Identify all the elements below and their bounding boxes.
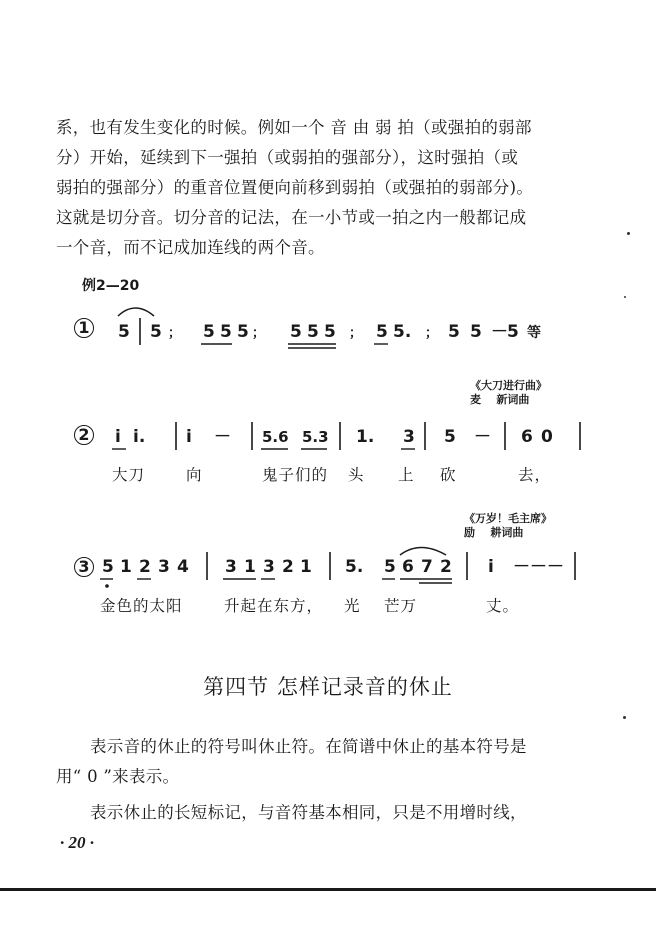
note: 5 <box>507 322 519 342</box>
lyric: 丈。 <box>486 597 520 615</box>
note: 2 <box>139 557 151 577</box>
dash: － <box>530 557 547 577</box>
note: 5 <box>448 322 460 342</box>
lyric: 金色的太阳 <box>100 597 183 615</box>
note: 5 <box>150 322 162 342</box>
note: 6 <box>402 557 414 577</box>
note: 2 <box>282 557 294 577</box>
credit-title: 《万岁！毛主席》 <box>464 512 552 525</box>
semicolon-mark: ； <box>425 326 439 341</box>
dash: － <box>513 557 530 577</box>
note: 5 <box>237 322 249 342</box>
note: 3 <box>263 557 275 577</box>
dash: － <box>214 427 231 447</box>
low-octave-dot <box>105 584 109 588</box>
note: 5 <box>470 322 482 342</box>
note: i <box>115 427 121 447</box>
note: 3 <box>158 557 170 577</box>
note: 3 <box>403 427 415 447</box>
note: 4 <box>177 557 189 577</box>
dash: － <box>547 557 564 577</box>
text-line: 这就是切分音。切分音的记法，在一小节或一拍之内一般都记成 <box>56 208 527 227</box>
text-line: 表示音的休止的符号叫休止符。在简谱中休止的基本符号是 <box>90 737 527 756</box>
semicolon-mark: ； <box>349 326 363 341</box>
lyric: 光 <box>344 597 361 615</box>
text-line: 用“ 0 ”来表示。 <box>56 767 180 786</box>
note: 3 <box>225 557 237 577</box>
note: 5 <box>118 322 130 342</box>
note: 5 <box>290 322 302 342</box>
lyric: 鬼子们的 <box>262 466 329 484</box>
note: 5 <box>384 557 396 577</box>
dash: － <box>491 322 508 342</box>
lyric: 砍 <box>440 466 457 484</box>
notation-row-1 <box>118 308 541 348</box>
note: 7 <box>421 557 433 577</box>
note: i <box>186 427 192 447</box>
dash: － <box>474 427 491 447</box>
note: 1. <box>356 427 375 447</box>
note: 5 <box>376 322 388 342</box>
example-label: 例2—20 <box>82 278 140 294</box>
lyric: 升起在东方， <box>224 597 324 615</box>
section-title: 第四节 怎样记录音的休止 <box>203 675 453 699</box>
lyric: 芒万 <box>384 597 418 615</box>
scan-speck <box>623 716 626 719</box>
page-number: · 20 · <box>60 833 94 852</box>
note: 0 <box>541 427 553 447</box>
tie-arc <box>118 308 154 316</box>
note: 5 <box>203 322 215 342</box>
note: 1 <box>300 557 312 577</box>
credit-title: 《大刀进行曲》 <box>470 379 547 392</box>
credit-author: 励 耕词曲 <box>464 526 524 539</box>
scan-speck <box>627 232 630 235</box>
note: i <box>488 557 494 577</box>
text-line: 一个音，而不记成加连线的两个音。 <box>56 238 325 257</box>
example-number-3: 3 <box>74 557 94 577</box>
note: 2 <box>440 557 452 577</box>
note: 1 <box>120 557 132 577</box>
credit-author: 麦 新词曲 <box>470 393 530 406</box>
note: 1 <box>244 557 256 577</box>
note: 5 <box>102 557 114 577</box>
text-line: 弱拍的强部分）的重音位置便向前移到弱拍（或强拍的弱部分)。 <box>56 178 534 197</box>
text-line: 表示休止的长短标记，与音符基本相同，只是不用增时线， <box>90 803 527 822</box>
lyric: 向 <box>186 466 203 484</box>
note: 5. <box>345 557 364 577</box>
note: 6 <box>521 427 533 447</box>
text-line: 系，也有发生变化的时候。例如一个 音 由 弱 拍（或强拍的弱部 <box>56 118 532 137</box>
lyric: 大刀 <box>112 466 146 484</box>
note: 5.6 <box>262 428 289 446</box>
text-line: 分）开始，延续到下一强拍（或弱拍的强部分），这时强拍（或 <box>56 148 519 167</box>
example-number-1: 1 <box>74 318 94 338</box>
slur-arc <box>400 548 446 556</box>
note: i. <box>133 427 146 447</box>
note: 5 <box>444 427 456 447</box>
note: 5.3 <box>302 428 329 446</box>
etc-mark: 等 <box>527 325 541 341</box>
notation-row-3 <box>100 548 575 588</box>
notation-row-2 <box>112 422 580 450</box>
paragraph-rests <box>56 732 616 828</box>
semicolon-mark: ； <box>252 326 266 341</box>
lyric: 上 <box>398 466 415 484</box>
bottom-rule <box>0 888 656 891</box>
note: 5 <box>324 322 336 342</box>
scan-speck <box>624 296 626 298</box>
example-number-2: 2 <box>74 425 94 445</box>
note: 5. <box>393 322 412 342</box>
semicolon-mark: ； <box>168 326 182 341</box>
lyric: 头 <box>348 466 365 484</box>
note: 5 <box>307 322 319 342</box>
lyric: 去， <box>518 466 552 484</box>
note: 5 <box>220 322 232 342</box>
